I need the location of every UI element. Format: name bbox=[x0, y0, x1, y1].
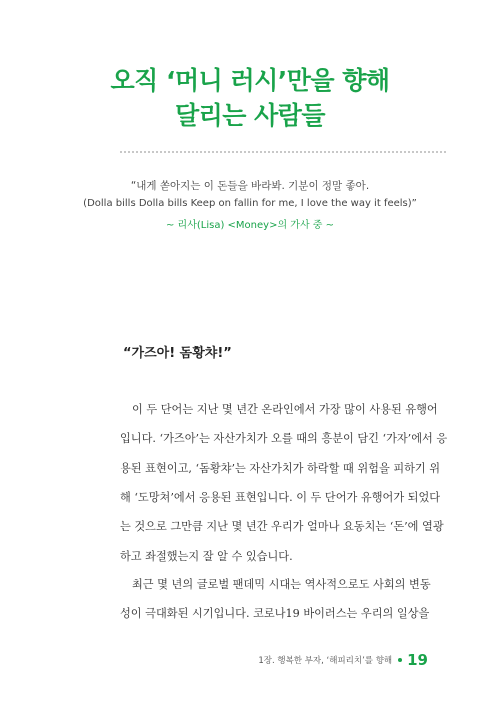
epigraph-korean: “내게 쏟아지는 이 돈들을 바라봐. 기분이 정말 좋아. bbox=[130, 180, 370, 192]
chapter-title-line-2: 달리는 사람들 bbox=[174, 101, 326, 130]
page-number: 19 bbox=[407, 651, 428, 669]
footer-dot-icon bbox=[398, 658, 402, 662]
body-line: 하고 좌절했는지 잘 알 수 있습니다. bbox=[120, 550, 293, 563]
epigraph-english: (Dolla bills Dolla bills Keep on fallin for me, I love the way it feels)” bbox=[83, 198, 417, 209]
page-footer bbox=[258, 651, 428, 669]
lead-quote: “가즈아! 돔황챠!” bbox=[123, 346, 232, 361]
body-line: 이 두 단어는 지난 몇 년간 온라인에서 가장 많이 사용된 유행어 bbox=[132, 403, 438, 416]
epigraph-source: ~ 리사(Lisa) <Money>의 가사 중 ~ bbox=[165, 220, 334, 231]
footer-chapter-label: 1장. 행복한 부자, ‘해피리치’를 향해 bbox=[258, 656, 393, 666]
body-line: 해 ‘도망쳐’에서 응용된 표현입니다. 이 두 단어가 유행어가 되었다 bbox=[120, 491, 441, 504]
body-line: 최근 몇 년의 글로벌 팬데믹 시대는 역사적으로도 사회의 변동 bbox=[132, 578, 431, 591]
body-line: 용된 표현이고, ‘돔황챠’는 자산가치가 하락할 때 위험을 피하기 위 bbox=[120, 462, 441, 475]
body-line: 입니다. ‘가즈아’는 자산가치가 오를 때의 흥분이 담긴 ‘가자’에서 응 bbox=[120, 432, 448, 445]
chapter-title-line-1: 오직 ‘머니 러시’만을 향해 bbox=[110, 66, 390, 95]
dotted-divider bbox=[120, 151, 446, 153]
body-line: 성이 극대화된 시기입니다. 코로나19 바이러스는 우리의 일상을 bbox=[120, 607, 430, 620]
body-line: 는 것으로 그만큼 지난 몇 년간 우리가 얼마나 요동치는 ‘돈’에 열광 bbox=[120, 520, 444, 533]
